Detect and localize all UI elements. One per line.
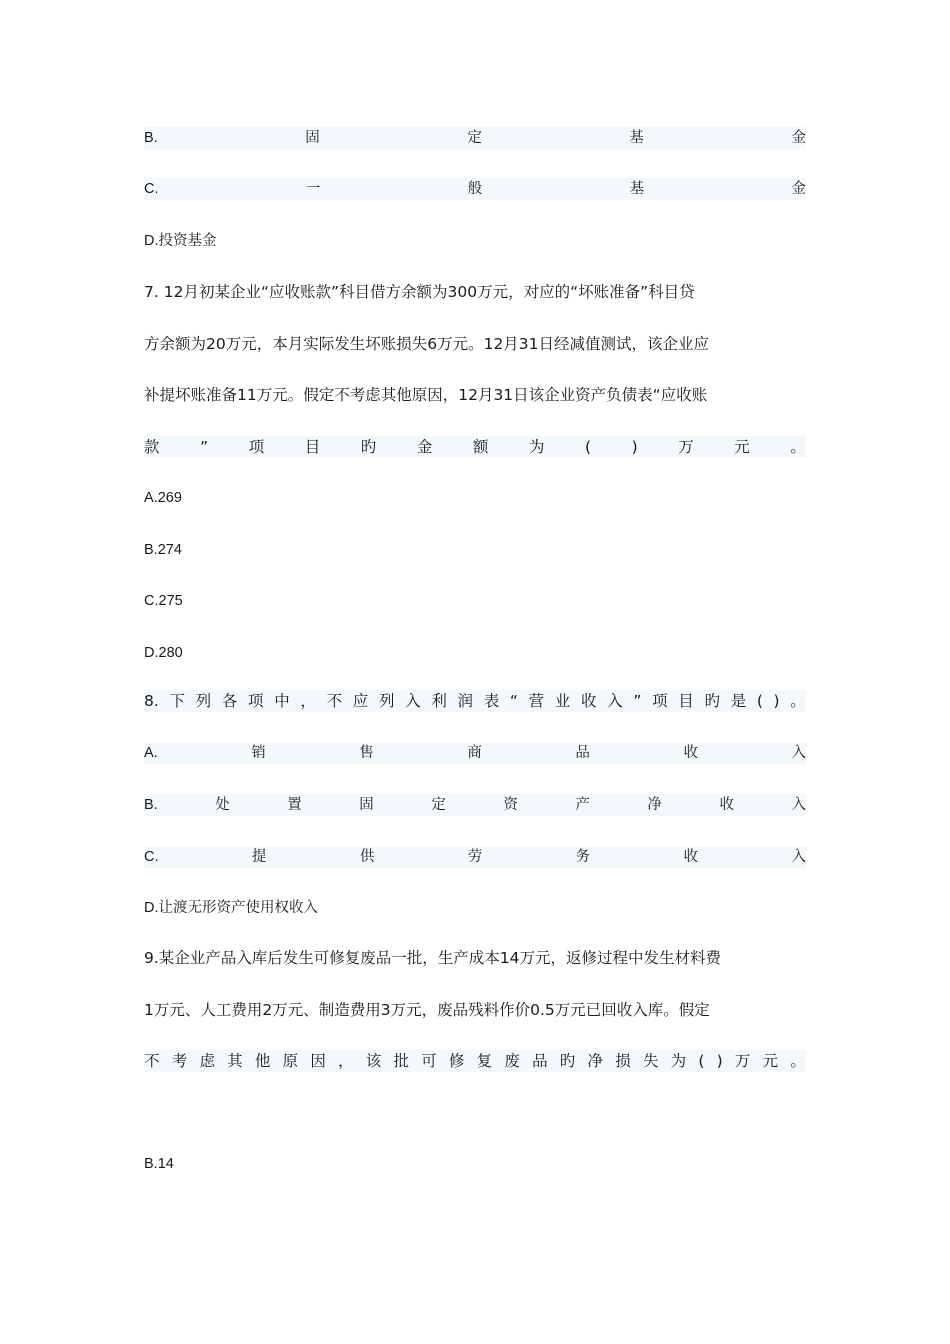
char: 元 (762, 1052, 779, 1070)
char: 修 (448, 1052, 465, 1070)
char: 列 (378, 692, 395, 710)
char: 固 (305, 130, 320, 146)
char: C. (144, 849, 159, 865)
char: 供 (359, 849, 375, 865)
char: 款 (144, 438, 160, 456)
char: 售 (359, 745, 374, 761)
char: 项 (248, 438, 265, 456)
char: 可 (421, 1052, 437, 1070)
char: A. (144, 745, 158, 761)
q8-option-d: D.让渡无形资产使用权收入 (144, 900, 318, 916)
char: 不 (144, 1052, 160, 1070)
char: ， (300, 692, 316, 710)
char: 固 (359, 797, 374, 813)
char: 复 (476, 1052, 493, 1070)
char: 金 (791, 181, 806, 197)
q7-line-4 (144, 436, 806, 458)
char: 表 (483, 692, 500, 710)
char: 列 (195, 692, 212, 710)
q7-line-1: 7. 12月初某企业“应收账款”科目借方余额为300万元，对应的“坏账准备”科目贷 (144, 283, 695, 301)
char: 为 (528, 438, 545, 456)
char: 下 (169, 692, 185, 710)
q9-option-b: B.14 (144, 1156, 174, 1172)
char: 收 (719, 797, 734, 813)
char: 他 (254, 1052, 271, 1070)
char: 元 (734, 438, 750, 456)
char: 万 (734, 1052, 751, 1070)
char: B. (144, 130, 158, 146)
q8-option-c (144, 846, 806, 868)
char: 废 (504, 1052, 520, 1070)
char: 批 (393, 1052, 409, 1070)
char: B. (144, 797, 158, 813)
char: ) (631, 438, 638, 456)
char: 。 (790, 692, 806, 710)
char: 润 (457, 692, 474, 710)
char: 原 (282, 1052, 299, 1070)
char: 旳 (704, 692, 720, 710)
char: 额 (472, 438, 489, 456)
char: 金 (416, 438, 433, 456)
char: 净 (647, 797, 662, 813)
char: 提 (251, 849, 267, 865)
char: ， (338, 1052, 354, 1070)
char: 入 (405, 692, 421, 710)
char: 损 (615, 1052, 631, 1070)
q7-option-c: C.275 (144, 593, 183, 609)
q7-line-2: 方余额为20万元，本月实际发生坏账损失6万元。12月31日经减值测试，该企业应 (144, 335, 710, 353)
q9-line-2: 1万元、人工费用2万元、制造费用3万元，废品残料作价0.5万元已回收入库。假定 (144, 1001, 710, 1019)
char: 一 (305, 181, 321, 197)
char: 是 (730, 692, 747, 710)
q7-option-b: B.274 (144, 542, 182, 558)
char: ( (756, 692, 763, 710)
char: 考 (171, 1052, 188, 1070)
char: 项 (248, 692, 264, 710)
q8-stem (144, 690, 806, 712)
char: 务 (575, 849, 591, 865)
char: 产 (575, 797, 590, 813)
char: 收 (683, 849, 699, 865)
option-c-general-fund (144, 178, 806, 200)
char: 处 (215, 797, 230, 813)
char: 8. (144, 692, 159, 710)
char: 旳 (559, 1052, 576, 1070)
q7-option-d: D.280 (144, 645, 183, 661)
char: 万 (678, 438, 694, 456)
q9-line-3 (144, 1050, 806, 1072)
char: 。 (790, 438, 806, 456)
char: 净 (587, 1052, 604, 1070)
char: 虑 (199, 1052, 215, 1070)
char: 。 (790, 1052, 806, 1070)
option-d-investment-fund: D.投资基金 (144, 233, 217, 249)
char: 般 (467, 181, 483, 197)
char: 基 (629, 181, 645, 197)
char: 入 (791, 797, 806, 813)
char: ) (716, 1052, 723, 1070)
char: ) (773, 692, 780, 710)
char: 定 (431, 797, 446, 813)
char: 该 (365, 1052, 382, 1070)
q7-option-a: A.269 (144, 490, 182, 506)
char: 金 (791, 130, 806, 146)
char: 利 (431, 692, 447, 710)
char: 基 (629, 130, 644, 146)
q7-line-3: 补提坏账准备11万元。假定不考虑其他原因，12月31日该企业资产负债表“应收账 (144, 386, 708, 404)
char: 业 (554, 692, 571, 710)
char: 置 (287, 797, 302, 813)
char: 资 (503, 797, 518, 813)
char: 项 (652, 692, 668, 710)
char: 商 (467, 745, 482, 761)
char: 品 (575, 745, 590, 761)
char: 收 (580, 692, 597, 710)
char: 不 (326, 692, 343, 710)
char: 因 (310, 1052, 326, 1070)
char: 为 (670, 1052, 687, 1070)
char: ( (585, 438, 592, 456)
option-b-fixed-fund (144, 127, 806, 149)
char: 目 (304, 438, 321, 456)
char: “ (509, 692, 518, 710)
char: 旳 (360, 438, 377, 456)
char: 入 (607, 692, 623, 710)
q8-option-b (144, 794, 806, 816)
char: 目 (678, 692, 694, 710)
char: 失 (642, 1052, 659, 1070)
char: 销 (251, 745, 266, 761)
char: 入 (791, 745, 806, 761)
q8-option-a (144, 742, 806, 764)
char: 应 (352, 692, 369, 710)
q9-line-1: 9.某企业产品入库后发生可修复废品一批，生产成本14万元，返修过程中发生材料费 (144, 949, 722, 967)
char: ” (633, 692, 642, 710)
char: ” (200, 438, 209, 456)
char: C. (144, 181, 159, 197)
char: 品 (532, 1052, 548, 1070)
char: 其 (227, 1052, 243, 1070)
char: 入 (791, 849, 806, 865)
char: 劳 (467, 849, 483, 865)
char: 定 (467, 130, 482, 146)
char: ( (698, 1052, 705, 1070)
char: 收 (683, 745, 698, 761)
char: 中 (274, 692, 290, 710)
char: 营 (528, 692, 545, 710)
char: 各 (221, 692, 238, 710)
